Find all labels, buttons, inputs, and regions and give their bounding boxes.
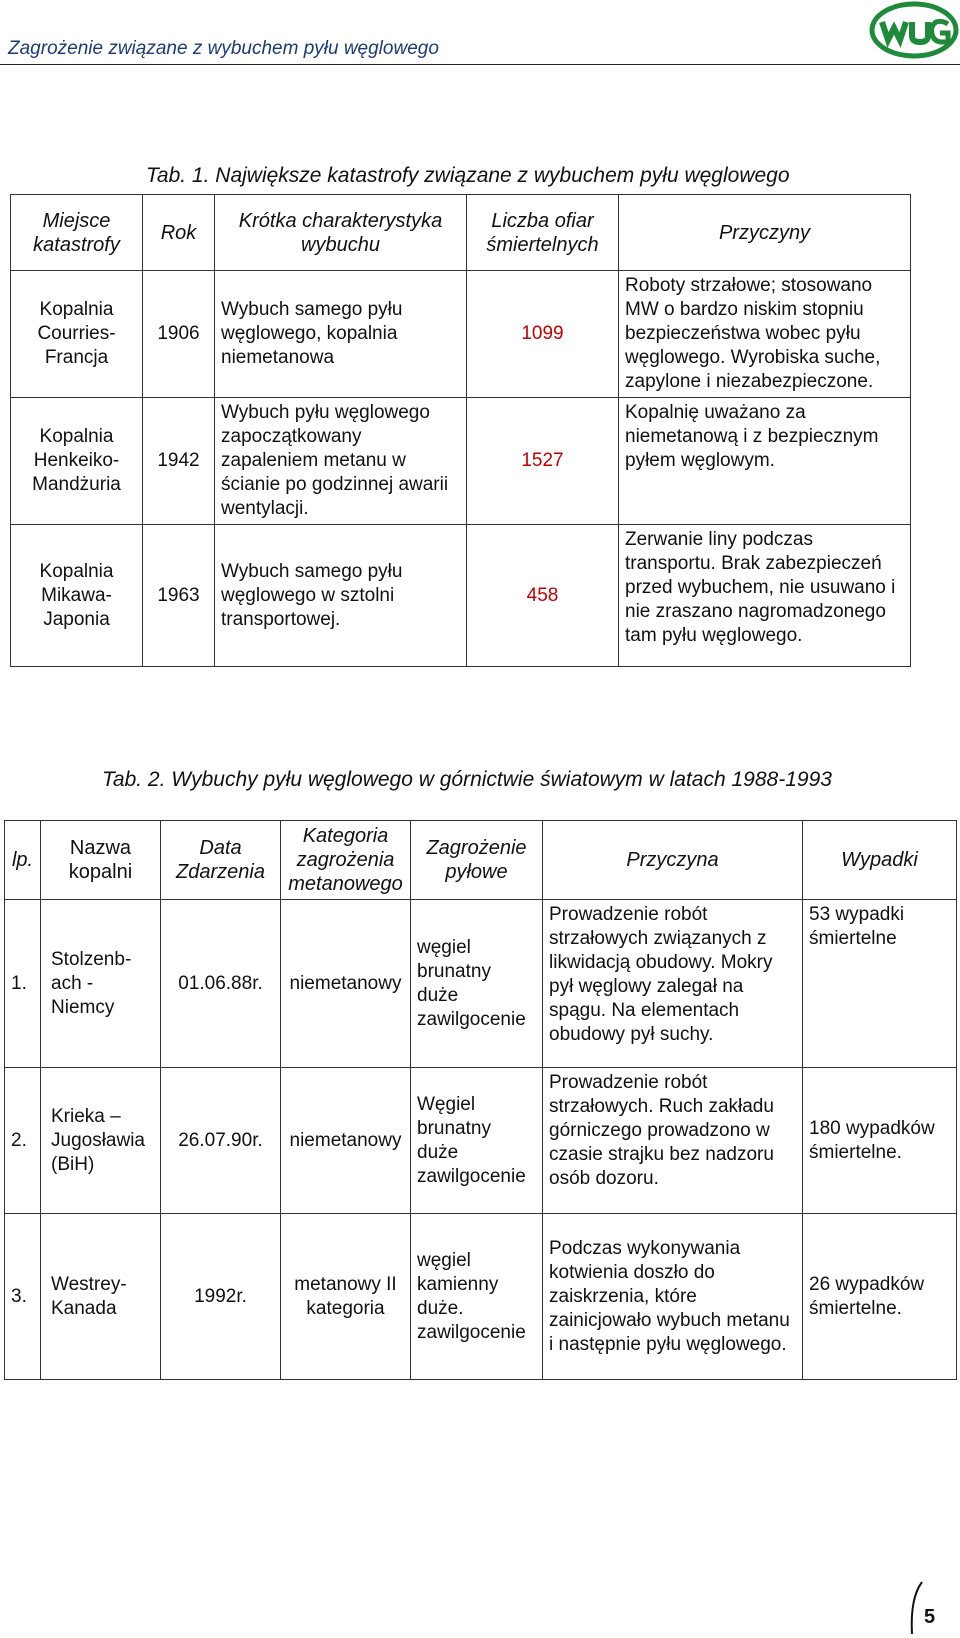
cell-mine: Krieka – Jugosławia (BiH) [41, 1068, 161, 1214]
cell-mine: Westrey-Kanada [41, 1214, 161, 1380]
page-number-ornament [888, 1580, 948, 1636]
cell-cause: Prowadzenie robót strzałowych. Ruch zakładu górniczego prowadzono w czasie strajku bez nadzoru osób dozoru. [543, 1068, 803, 1214]
table-row [5, 900, 957, 1068]
table1-header-victims: Liczba ofiar śmiertelnych [467, 195, 619, 271]
cell-place: Kopalnia Courries-Francja [11, 271, 143, 398]
table2-header-date: Data Zdarzenia [161, 821, 281, 900]
table-row [11, 271, 911, 398]
table2 [4, 820, 957, 1380]
table1-header-cause: Przyczyny [619, 195, 911, 271]
cell-lp: 1. [5, 900, 41, 1068]
table1 [10, 194, 911, 667]
cell-accidents: 53 wypadki śmiertelne [803, 900, 957, 1068]
table-row [5, 1068, 957, 1214]
table2-header-category: Kategoria zagrożenia metanowego [281, 821, 411, 900]
cell-year: 1963 [143, 525, 215, 667]
table2-header-cause: Przyczyna [543, 821, 803, 900]
cell-cause: Zerwanie liny podczas transportu. Brak zabezpieczeń przed wybuchem, nie usuwano i nie zraszano nagromadzonego tam pyłu węglowego. [619, 525, 911, 667]
table-row [11, 525, 911, 667]
cell-place: Kopalnia Mikawa-Japonia [11, 525, 143, 667]
cell-category: niemetanowy [281, 900, 411, 1068]
cell-date: 01.06.88r. [161, 900, 281, 1068]
cell-dust: węgiel kamienny duże. zawilgocenie [411, 1214, 543, 1380]
cell-cause: Roboty strzałowe; stosowano MW o bardzo niskim stopniu bezpieczeństwa wobec pyłu węglowego. Wyrobiska suche, zapylone i niezabezpieczone. [619, 271, 911, 398]
header-title: Zagrożenie związane z wybuchem pyłu węglowego [8, 38, 439, 59]
cell-victims: 458 [467, 525, 619, 667]
cell-category: metanowy II kategoria [281, 1214, 411, 1380]
table2-header-lp: lp. [5, 821, 41, 900]
cell-dust: Węgiel brunatny duże zawilgocenie [411, 1068, 543, 1214]
cell-date: 26.07.90r. [161, 1068, 281, 1214]
cell-lp: 2. [5, 1068, 41, 1214]
cell-cause: Prowadzenie robót strzałowych związanych z likwidacją obudowy. Mokry pył węglowy zalegał na spągu. Na elementach obudowy pył suchy. [543, 900, 803, 1068]
table-row [5, 1214, 957, 1380]
header-rule [0, 64, 960, 65]
table2-caption: Tab. 2. Wybuchy pyłu węglowego w górnictwie światowym w latach 1988-1993 [102, 768, 832, 791]
table1-header-year: Rok [143, 195, 215, 271]
table1-header-row [11, 195, 911, 271]
cell-category: niemetanowy [281, 1068, 411, 1214]
cell-lp: 3. [5, 1214, 41, 1380]
table-row [11, 398, 911, 525]
table2-header-dust: Zagrożenie pyłowe [411, 821, 543, 900]
cell-victims: 1527 [467, 398, 619, 525]
cell-year: 1906 [143, 271, 215, 398]
cell-cause: Podczas wykonywania kotwienia doszło do zaiskrzenia, które zainicjowało wybuch metanu i następnie pyłu węglowego. [543, 1214, 803, 1380]
cell-victims: 1099 [467, 271, 619, 398]
table1-caption: Tab. 1. Największe katastrofy związane z wybuchem pyłu węglowego [146, 164, 790, 187]
cell-date: 1992r. [161, 1214, 281, 1380]
cell-accidents: 26 wypadków śmiertelne. [803, 1214, 957, 1380]
table2-header-row [5, 821, 957, 900]
cell-cause: Kopalnię uważano za niemetanową i z bezpiecznym pyłem węglowym. [619, 398, 911, 525]
cell-desc: Wybuch samego pyłu węglowego w sztolni transportowej. [215, 525, 467, 667]
table2-header-mine: Nazwa kopalni [41, 821, 161, 900]
cell-accidents: 180 wypadków śmiertelne. [803, 1068, 957, 1214]
page-number: 5 [924, 1606, 936, 1628]
cell-place: Kopalnia Henkeiko-Mandżuria [11, 398, 143, 525]
table1-header-place: Miejsce katastrofy [11, 195, 143, 271]
wug-logo [868, 0, 960, 62]
cell-year: 1942 [143, 398, 215, 525]
cell-dust: węgiel brunatny duże zawilgocenie [411, 900, 543, 1068]
table1-header-desc: Krótka charakterystyka wybuchu [215, 195, 467, 271]
cell-desc: Wybuch pyłu węglowego zapoczątkowany zapaleniem metanu w ścianie po godzinnej awarii wentylacji. [215, 398, 467, 525]
cell-desc: Wybuch samego pyłu węglowego, kopalnia niemetanowa [215, 271, 467, 398]
table2-header-accidents: Wypadki [803, 821, 957, 900]
cell-mine: Stolzenb-ach - Niemcy [41, 900, 161, 1068]
